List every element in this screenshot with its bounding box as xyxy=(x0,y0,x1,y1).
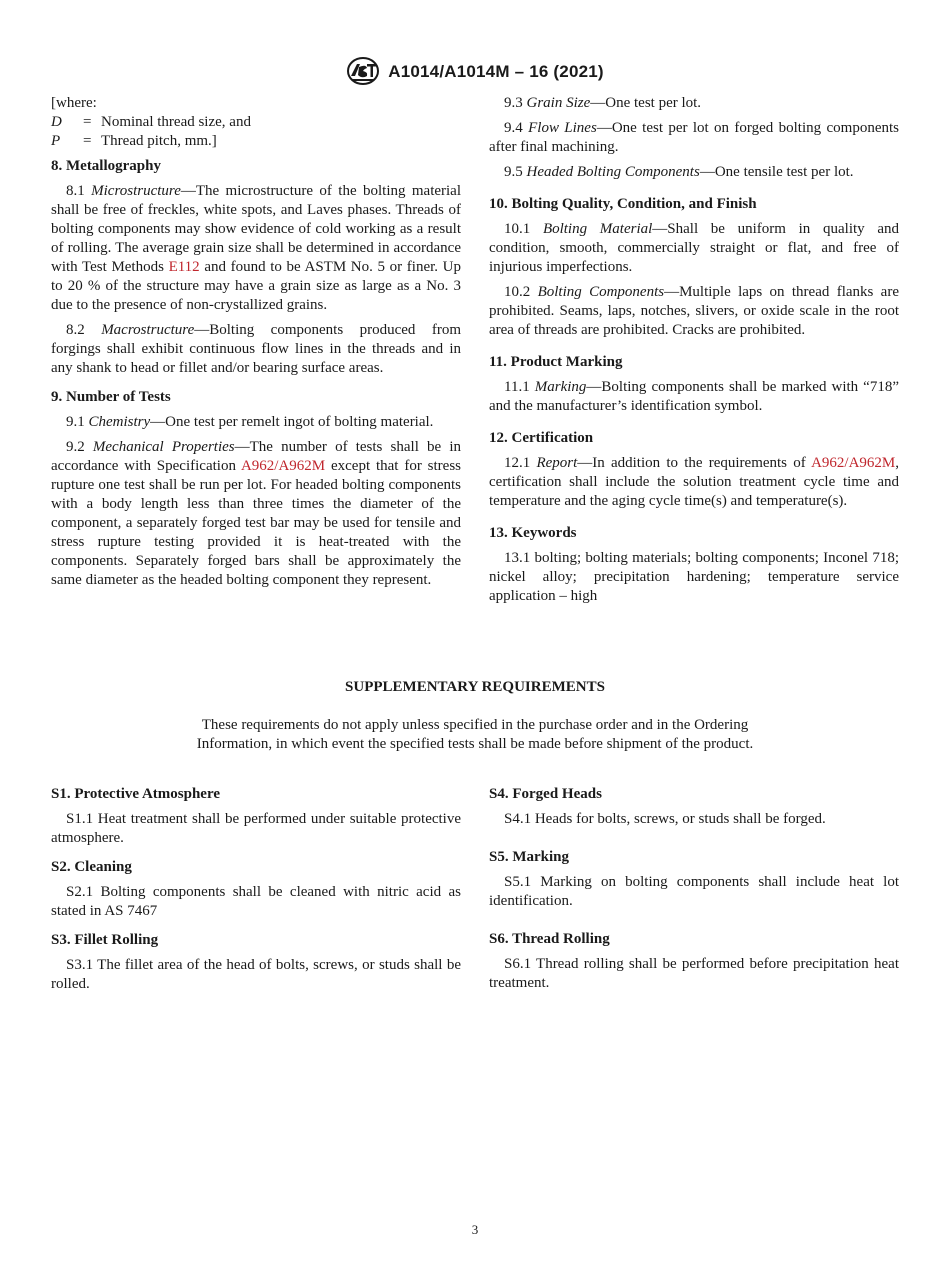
s4-heading: S4. Forged Heads xyxy=(489,786,602,802)
section-12-heading: 12. Certification xyxy=(489,430,594,446)
s3-text: S3.1 The fillet area of the head of bolts, screws, or studs shall be rolled. xyxy=(51,957,461,992)
s6-heading: S6. Thread Rolling xyxy=(489,931,610,947)
where-row-d: D = Nominal thread size, and xyxy=(51,114,251,130)
astm-logo-icon xyxy=(346,56,380,86)
standard-designation: A1014/A1014M – 16 (2021) xyxy=(388,61,604,81)
s1-text: S1.1 Heat treatment shall be performed under suitable protective atmosphere. xyxy=(51,811,461,846)
para-9-2: 9.2 Mechanical Properties—The number of tests shall be in accordance with Specification A962/A962M except that for stress rupture one test shall be run per lot. For headed bolting components with a body length less than three times the diameter of the component, a separately forged test bar may be used for tensile and stress rupture testing provided it is heat-treated with the components. Separately forged bars shall be approximately the same diameter as the headed bolting component they represent. xyxy=(51,439,462,588)
para-8-2: 8.2 Macrostructure—Bolting components produced from forgings shall exhibit continuous flow lines in the threads and in any shank to head or fillet and/or bearing surface areas. xyxy=(51,322,461,376)
s4-text: S4.1 Heads for bolts, screws, or studs shall be forged. xyxy=(504,811,826,827)
supp-left-column xyxy=(51,785,461,1000)
s2-text: S2.1 Bolting components shall be cleaned with nitric acid as stated in AS 7467 xyxy=(51,884,461,919)
section-11-heading: 11. Product Marking xyxy=(489,354,623,370)
where-row-p: P = Thread pitch, mm.] xyxy=(51,133,217,149)
para-8-1: 8.1 Microstructure—The microstructure of the bolting material shall be free of freckles, white spots, and Laves phases. Threads of bolting components may show evidence of cold working as a result of rolling. The average grain size shall be determined in accordance with Test Methods E112 and found to be ASTM No. 5 or finer. Up to 20 % of the structure may have a grain size as large as a No. 3 due to the presence of non-crystallized grains. xyxy=(51,183,462,313)
s2-heading: S2. Cleaning xyxy=(51,859,132,875)
supplementary-title: SUPPLEMENTARY REQUIREMENTS xyxy=(345,679,605,695)
where-label: [where: xyxy=(51,95,97,111)
s5-heading: S5. Marking xyxy=(489,849,570,865)
para-13-1: 13.1 bolting; bolting materials; bolting components; Inconel 718; nickel alloy; precipitation hardening; temperature service application – high xyxy=(489,550,899,604)
s6-text: S6.1 Thread rolling shall be performed before precipitation heat treatment. xyxy=(489,956,899,991)
para-9-3: 9.3 Grain Size—One test per lot. xyxy=(504,95,702,111)
s1-heading: S1. Protective Atmosphere xyxy=(51,786,220,802)
s3-heading: S3. Fillet Rolling xyxy=(51,932,159,948)
page-header xyxy=(0,56,950,86)
para-11-1: 11.1 Marking—Bolting components shall be marked with “718” and the manufacturer’s identification symbol. xyxy=(489,379,899,414)
s5-text: S5.1 Marking on bolting components shall include heat lot identification. xyxy=(489,874,899,909)
para-10-1: 10.1 Bolting Material—Shall be uniform in quality and condition, smooth, commercially straight or flat, and free of injurious imperfections. xyxy=(489,221,899,275)
link-e112[interactable]: E112 xyxy=(168,259,200,275)
section-9-heading: 9. Number of Tests xyxy=(51,389,171,405)
para-9-5: 9.5 Headed Bolting Components—One tensile test per lot. xyxy=(504,164,854,180)
para-9-1: 9.1 Chemistry—One test per remelt ingot of bolting material. xyxy=(66,414,434,430)
para-9-4: 9.4 Flow Lines—One test per lot on forged bolting components after final machining. xyxy=(489,120,899,155)
section-13-heading: 13. Keywords xyxy=(489,525,577,541)
supplementary-intro: These requirements do not apply unless specified in the purchase order and in the Ordering Information, in which event the specified tests shall be made before shipment of the product. xyxy=(196,717,754,752)
section-8-heading: 8. Metallography xyxy=(51,158,161,174)
para-12-1: 12.1 Report—In addition to the requirements of A962/A962M, certification shall include the solution treatment cycle time and temperature and the aging cycle time(s) and temperature(s). xyxy=(489,455,900,509)
para-10-2: 10.2 Bolting Components—Multiple laps on thread flanks are prohibited. Seams, laps, notches, slivers, or oxide scale in the root area of threads are prohibited. Cracks are prohibited. xyxy=(489,284,899,338)
page-number: 3 xyxy=(471,1222,479,1237)
left-column xyxy=(51,94,461,596)
right-column xyxy=(489,94,899,612)
link-a962-cert[interactable]: A962/A962M xyxy=(811,455,896,471)
supp-right-column xyxy=(489,785,899,999)
link-a962[interactable]: A962/A962M xyxy=(240,458,326,474)
section-10-heading: 10. Bolting Quality, Condition, and Finish xyxy=(489,196,757,212)
